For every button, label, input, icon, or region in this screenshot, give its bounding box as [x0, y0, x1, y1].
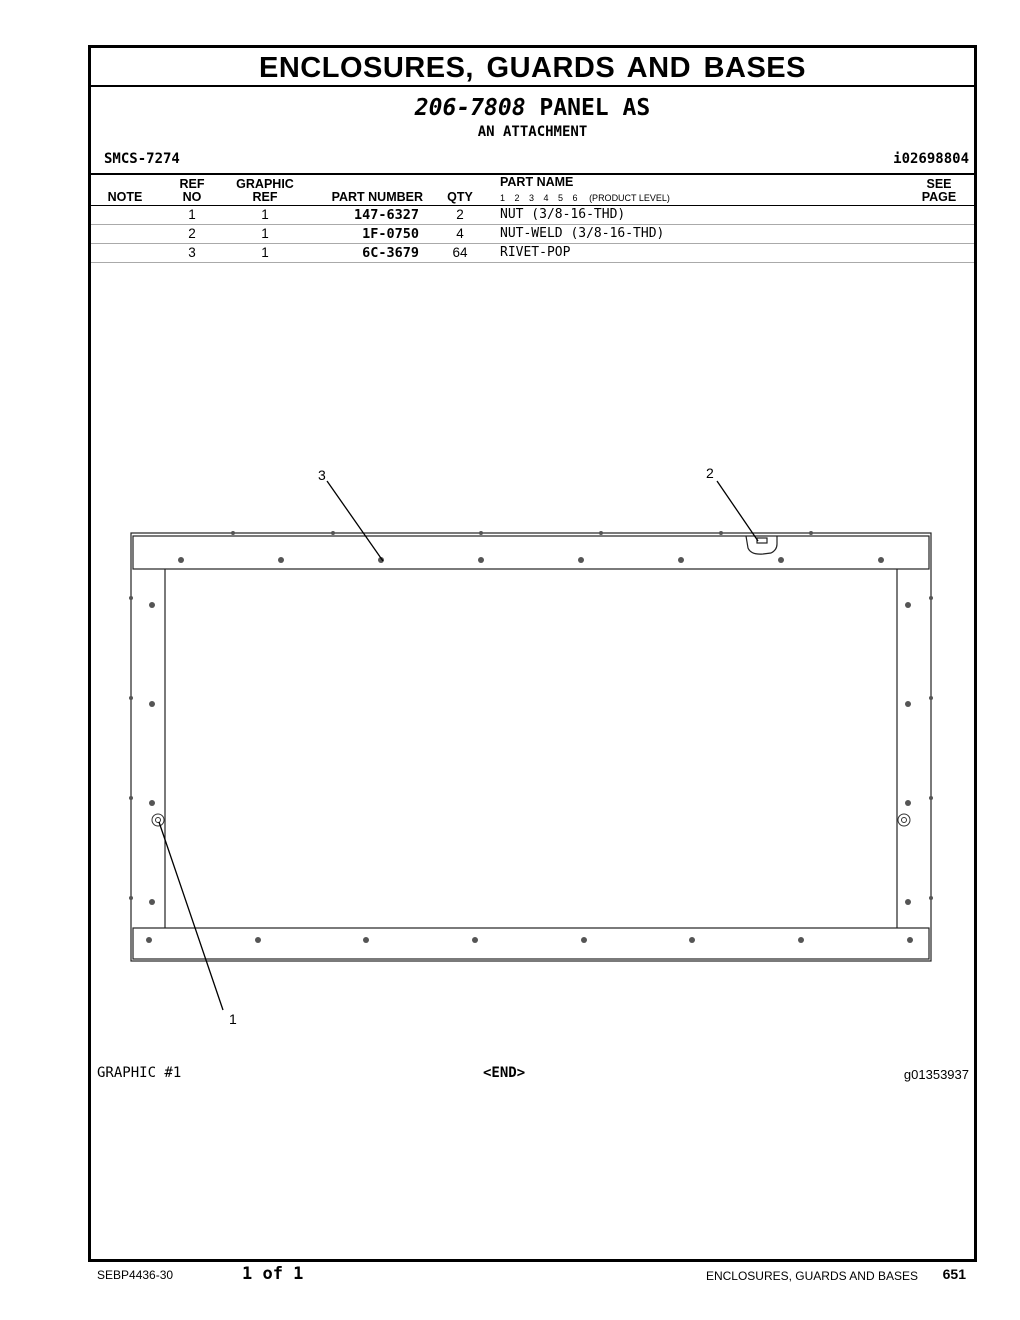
ref-no: 1: [188, 207, 196, 222]
ref-no: 2: [188, 226, 196, 241]
footer-page-of: 1 of 1: [242, 1264, 304, 1284]
footer-publication: SEBP4436-30: [97, 1268, 174, 1282]
smcs-code: SMCS-7274: [104, 151, 180, 167]
product-level-numbers: 1 2 3 4 5 6: [500, 193, 578, 203]
nut-left: [152, 814, 164, 826]
footer-page-number: 651: [942, 1266, 966, 1282]
panel-outer-frame: [131, 533, 931, 961]
col-ref-header-top: REF: [179, 177, 205, 191]
graphic-ref: 1: [261, 207, 269, 222]
leader-line-2: [717, 481, 758, 541]
col-graphic-header-top: GRAPHIC: [236, 177, 294, 191]
part-subtitle: AN ATTACHMENT: [477, 124, 588, 140]
quantity: 2: [456, 207, 464, 222]
panel-drawing: [91, 48, 974, 1048]
quantity: 4: [456, 226, 464, 241]
graphic-ref: 1: [261, 245, 269, 260]
col-part-number-header: PART NUMBER: [331, 190, 423, 204]
footer-section: ENCLOSURES, GUARDS AND BASES: [705, 1269, 918, 1283]
product-level-label: (PRODUCT LEVEL): [589, 193, 670, 203]
col-ref-header-bottom: NO: [182, 190, 202, 204]
part-name: RIVET-POP: [500, 245, 571, 260]
graphic-id: g01353937: [903, 1067, 969, 1082]
col-part-name-header: PART NAME: [500, 175, 574, 189]
section-title: ENCLOSURES, GUARDS AND BASES: [91, 48, 974, 87]
weld-nut-tab: [746, 536, 777, 554]
col-graphic-header-bottom: REF: [252, 190, 278, 204]
page-frame: [88, 45, 977, 1262]
nut-right: [898, 814, 910, 826]
col-qty-header: QTY: [447, 190, 473, 204]
col-see-page-header-bottom: PAGE: [921, 190, 957, 204]
callout-2: 2: [706, 465, 714, 481]
col-see-page-header-top: SEE: [926, 177, 952, 191]
graphic-ref: 1: [261, 226, 269, 241]
part-number: 147-6327: [353, 207, 419, 223]
ref-no: 3: [188, 245, 196, 260]
part-number: 6C-3679: [362, 245, 419, 261]
part-name: NUT (3/8-16-THD): [500, 207, 626, 222]
quantity: 64: [452, 245, 468, 260]
col-note-header: NOTE: [107, 190, 143, 204]
weld-nut: [757, 538, 767, 543]
leader-line-1: [159, 822, 223, 1010]
graphic-label: GRAPHIC #1: [97, 1065, 182, 1081]
part-number: 1F-0750: [362, 226, 419, 242]
callout-1: 1: [229, 1011, 237, 1027]
part-number-title: 206-7808: [414, 95, 526, 121]
callout-3: 3: [318, 467, 326, 483]
part-name-title: PANEL AS: [539, 95, 651, 121]
document-id: i02698804: [893, 151, 969, 167]
panel-top-rail: [133, 536, 929, 569]
panel-bottom-rail: [133, 928, 929, 959]
end-marker: <END>: [483, 1065, 526, 1081]
part-name: NUT-WELD (3/8-16-THD): [500, 226, 665, 241]
leader-line-3: [327, 481, 383, 561]
